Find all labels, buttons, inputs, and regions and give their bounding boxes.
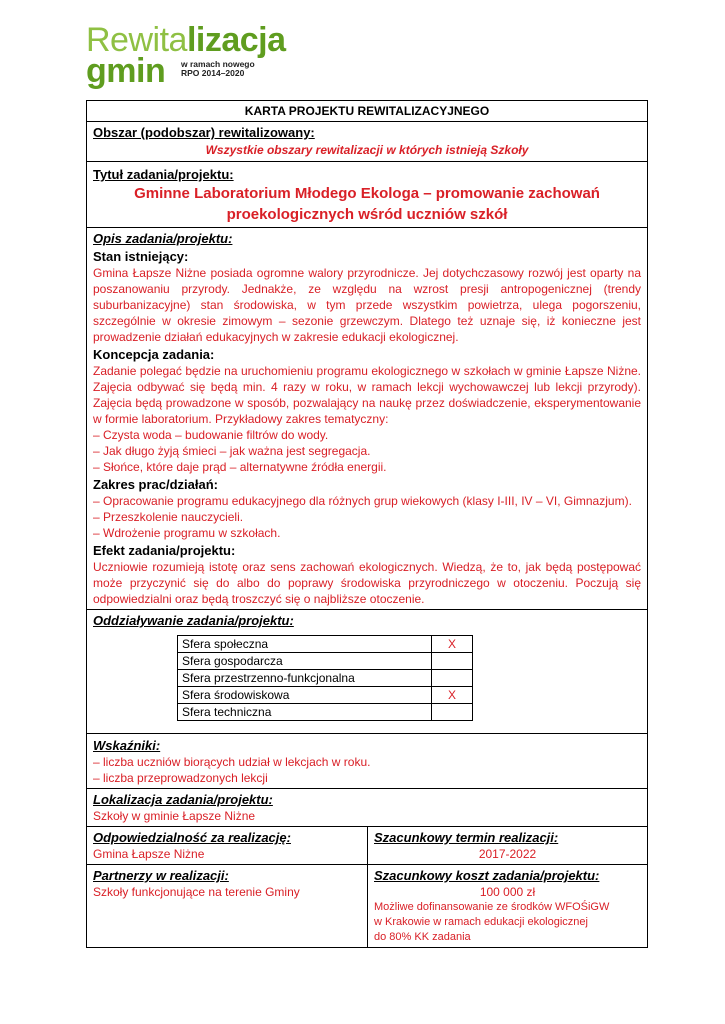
logo: [86, 21, 316, 90]
scope-item: – Przeszkolenie nauczycieli.: [93, 510, 244, 524]
sphere-row: [178, 704, 473, 721]
term-label: Szacunkowy termin realizacji:: [374, 830, 559, 845]
logo-sub-2: RPO 2014–2020: [181, 68, 245, 78]
sphere-name: Sfera gospodarcza: [178, 653, 432, 670]
logo-line-2: gmin: [86, 52, 166, 90]
concept-label: Koncepcja zadania:: [93, 347, 215, 362]
scope-item: – Opracowanie programu edukacyjnego dla różnych grup wiekowych (klasy I-III, IV – VI, Gimnazjum).: [93, 494, 632, 508]
description-label: Opis zadania/projektu:: [93, 231, 233, 246]
sphere-row: [178, 670, 473, 687]
task-title-section: [87, 162, 648, 228]
responsibility-value: Gmina Łapsze Niżne: [93, 847, 205, 861]
task-title-line-2: proekologicznych wśród uczniów szkół: [226, 206, 508, 223]
cost-section: [368, 865, 648, 948]
location-section: [87, 789, 648, 827]
logo-sub-1: w ramach nowego: [181, 59, 255, 69]
partners-value: Szkoły funkcjonujące na terenie Gminy: [93, 885, 300, 899]
term-value: 2017-2022: [478, 847, 537, 861]
sphere-name: Sfera społeczna: [178, 636, 432, 653]
sphere-row: [178, 653, 473, 670]
current-state-text: Gmina Łapsze Niżne posiada ogromne walory przyrodnicze. Jej dotychczasowy rozwój jest oparty na poszanowaniu przyrody. Jednakże, ze względu na wzrost presji antropogenicznej (trendy suburbanizacyjne) stan środowiska, w tym przede wszystkim powietrza, ulega pogorszeniu, szczególnie w okresie zimowym – sezonie grzewczym. Dlatego też uznaje się, iż konieczne jest prowadzenie działań edukacyjnych w zakresie edukacji ekologicznej.: [93, 266, 642, 344]
logo-subtitle: [181, 60, 255, 78]
concept-item: – Słońce, które daje prąd – alternatywne źródła energii.: [93, 460, 387, 474]
task-title-label: Tytuł zadania/projektu:: [93, 167, 234, 182]
cost-value: 100 000 zł: [479, 885, 536, 899]
sphere-name: Sfera techniczna: [178, 704, 432, 721]
impact-section: [87, 610, 648, 734]
area-label: Obszar (podobszar) rewitalizowany:: [93, 125, 315, 140]
responsibility-section: [87, 827, 368, 865]
concept-item: – Czysta woda – budowanie filtrów do wody.: [93, 428, 329, 442]
area-section: [87, 122, 648, 162]
sphere-mark: [432, 670, 473, 687]
effect-text: Uczniowie rozumieją istotę oraz sens zachowań ekologicznych. Wiedzą, że to, jak będą postępować może przyczynić się do albo do poprawy środowiska przyrodniczego w otoczeniu. Poczują się odpowiedzialni oraz będą troszczyć się o najbliższe otoczenie.: [93, 560, 642, 606]
area-value: Wszystkie obszary rewitalizacji w których istnieją Szkoły: [205, 143, 529, 157]
cost-note: w Krakowie w ramach edukacji ekologicznej: [374, 916, 588, 928]
indicators-label: Wskaźniki:: [93, 738, 161, 753]
logo-word-thin: Rewita: [86, 21, 187, 59]
sphere-mark: X: [432, 687, 473, 704]
sphere-mark: [432, 704, 473, 721]
sphere-mark: X: [432, 636, 473, 653]
current-state-label: Stan istniejący:: [93, 249, 189, 264]
card-title: KARTA PROJEKTU REWITALIZACYJNEGO: [87, 101, 648, 122]
impact-label: Oddziaływanie zadania/projektu:: [93, 613, 294, 628]
sphere-row: [178, 636, 473, 653]
location-label: Lokalizacja zadania/projektu:: [93, 792, 273, 807]
scope-item: – Wdrożenie programu w szkołach.: [93, 526, 281, 540]
responsibility-label: Odpowiedzialność za realizację:: [93, 830, 291, 845]
partners-label: Partnerzy w realizacji:: [93, 868, 229, 883]
spheres-table: [177, 635, 473, 721]
partners-section: [87, 865, 368, 948]
location-value: Szkoły w gminie Łapsze Niżne: [93, 809, 256, 823]
concept-item: – Jak długo żyją śmieci – jak ważna jest segregacja.: [93, 444, 371, 458]
concept-text: Zadanie polegać będzie na uruchomieniu programu ekologicznego w szkołach w gminie Łapsze Niżne. Zajęcia odbywać się będą min. 4 razy w roku, w ramach lekcji wychowawczej lub lekcji przyrody). Zajęcia będą prowadzone w sposób, pozwalający na naukę przez doświadczenie, eksperymentowanie w formie laboratorium. Przykładowy zakres tematyczny:: [93, 364, 642, 426]
sphere-mark: [432, 653, 473, 670]
project-card: [86, 100, 648, 948]
scope-label: Zakres prac/działań:: [93, 477, 218, 492]
term-section: [368, 827, 648, 865]
sphere-name: Sfera przestrzenno-funkcjonalna: [178, 670, 432, 687]
logo-word-bold: lizacja: [186, 21, 286, 59]
description-section: [87, 228, 648, 610]
cost-label: Szacunkowy koszt zadania/projektu:: [374, 868, 600, 883]
task-title-line-1: Gminne Laboratorium Młodego Ekologa – promowanie zachowań: [134, 185, 600, 202]
indicators-section: [87, 734, 648, 789]
sphere-name: Sfera środowiskowa: [178, 687, 432, 704]
cost-note: Możliwe dofinansowanie ze środków WFOŚiGW: [374, 901, 610, 913]
indicator-item: – liczba uczniów biorących udział w lekcjach w roku.: [93, 755, 371, 769]
indicator-item: – liczba przeprowadzonych lekcji: [93, 771, 268, 785]
sphere-row: [178, 687, 473, 704]
cost-note: do 80% KK zadania: [374, 931, 471, 943]
effect-label: Efekt zadania/projektu:: [93, 543, 236, 558]
